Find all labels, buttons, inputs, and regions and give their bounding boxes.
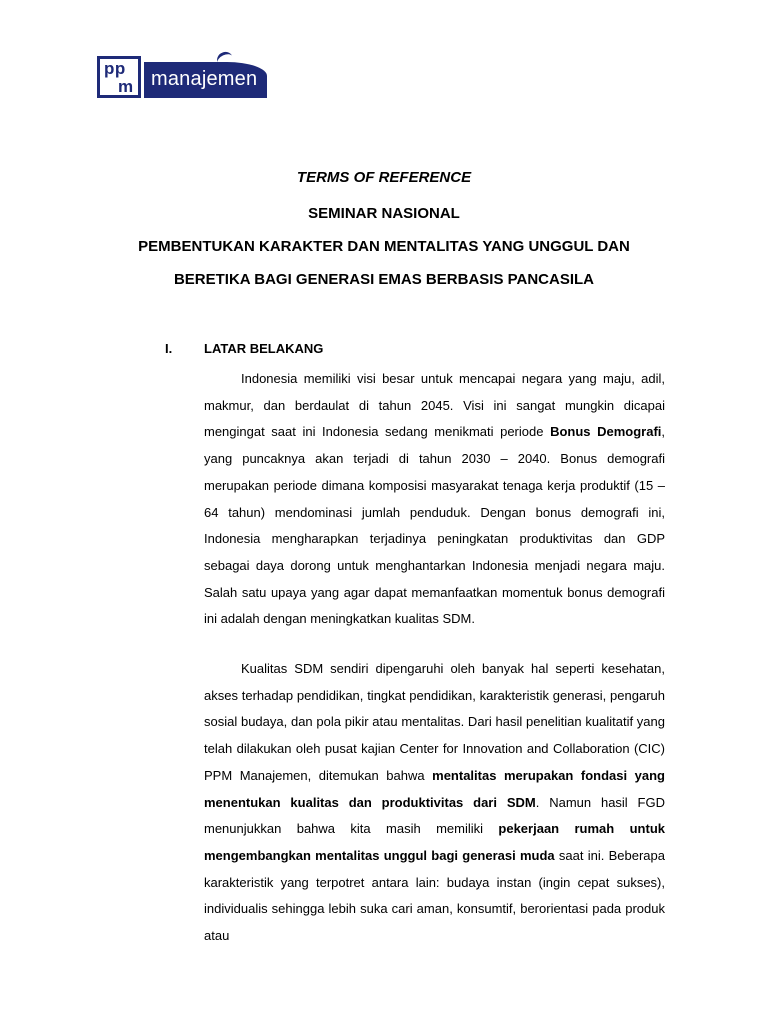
document-title: TERMS OF REFERENCE — [296, 169, 472, 186]
seminar-title: SEMINAR NASIONAL — [308, 205, 460, 222]
theme-line-1: PEMBENTUKAN KARAKTER DAN MENTALITAS YANG UNGGUL DAN — [138, 238, 630, 255]
logo-band-text: manajemen — [151, 68, 258, 90]
paragraph-1-bold-1: Bonus Demografi — [550, 424, 662, 440]
logo-band — [144, 62, 267, 98]
paragraph-2-text-2: . Namun hasil FGD menunjukkan bahwa kita masih memiliki — [204, 794, 665, 837]
paragraph-2 — [204, 656, 665, 950]
paragraph-2-bold-1: mentalitas merupakan fondasi yang menentukan kualitas dan produktivitas dari SDM — [204, 767, 665, 810]
paragraph-1-text-1: Indonesia memiliki visi besar untuk mencapai negara yang maju, adil, makmur, dan berdaulat di tahun 2045. Visi ini sangat mungkin dicapai mengingat saat ini Indonesia sedang menikmati periode — [204, 371, 665, 440]
logo-box-top-text: pp — [104, 59, 126, 78]
paragraph-2-bold-2: pekerjaan rumah untuk mengembangkan mentalitas unggul bagi generasi muda — [204, 821, 665, 863]
theme-line-2: BERETIKA BAGI GENERASI EMAS BERBASIS PANCASILA — [173, 271, 595, 288]
logo-box — [97, 56, 141, 98]
paragraph-2-text-1: Kualitas SDM sendiri dipengaruhi oleh banyak hal seperti kesehatan, akses terhadap pendidikan, tingkat pendidikan, karakteristik generasi, pengaruh sosial budaya, dan pola pikir atau mentalitas. Dari hasil penelitian kualitatif yang telah dilakukan oleh pusat kajian Center for Innovation and Collaboration (CIC) PPM Manajemen, ditemukan bahwa — [204, 661, 665, 783]
paragraph-1 — [204, 366, 665, 633]
paragraph-1-text-2: , yang puncaknya akan terjadi di tahun 2030 – 2040. Bonus demografi merupakan periode dimana komposisi masyarakat tenaga kerja produktif (15 – 64 tahun) mendominasi jumlah penduduk. Dengan bonus demografi ini, Indonesia mengharapkan terjadinya peningkatan produktivitas dan GDP sebagai daya dorong untuk menghantarkan Indonesia menjadi negara maju. Salah satu upaya yang agar dapat memanfaatkan momentuk bonus demografi ini adalah dengan meningkatkan kualitas SDM. — [204, 424, 666, 627]
paragraph-2-text-3: saat ini. Beberapa karakteristik yang terpotret antara lain: budaya instan (ingin cepat sukses), individualis sehingga lebih suka cari aman, konsumtif, berorientasi pada produk atau — [204, 847, 665, 944]
section-number: I. — [165, 341, 173, 356]
ppm-manajemen-logo — [97, 56, 267, 98]
section-heading: LATAR BELAKANG — [204, 341, 324, 356]
logo-box-bottom-text: m — [118, 77, 134, 96]
